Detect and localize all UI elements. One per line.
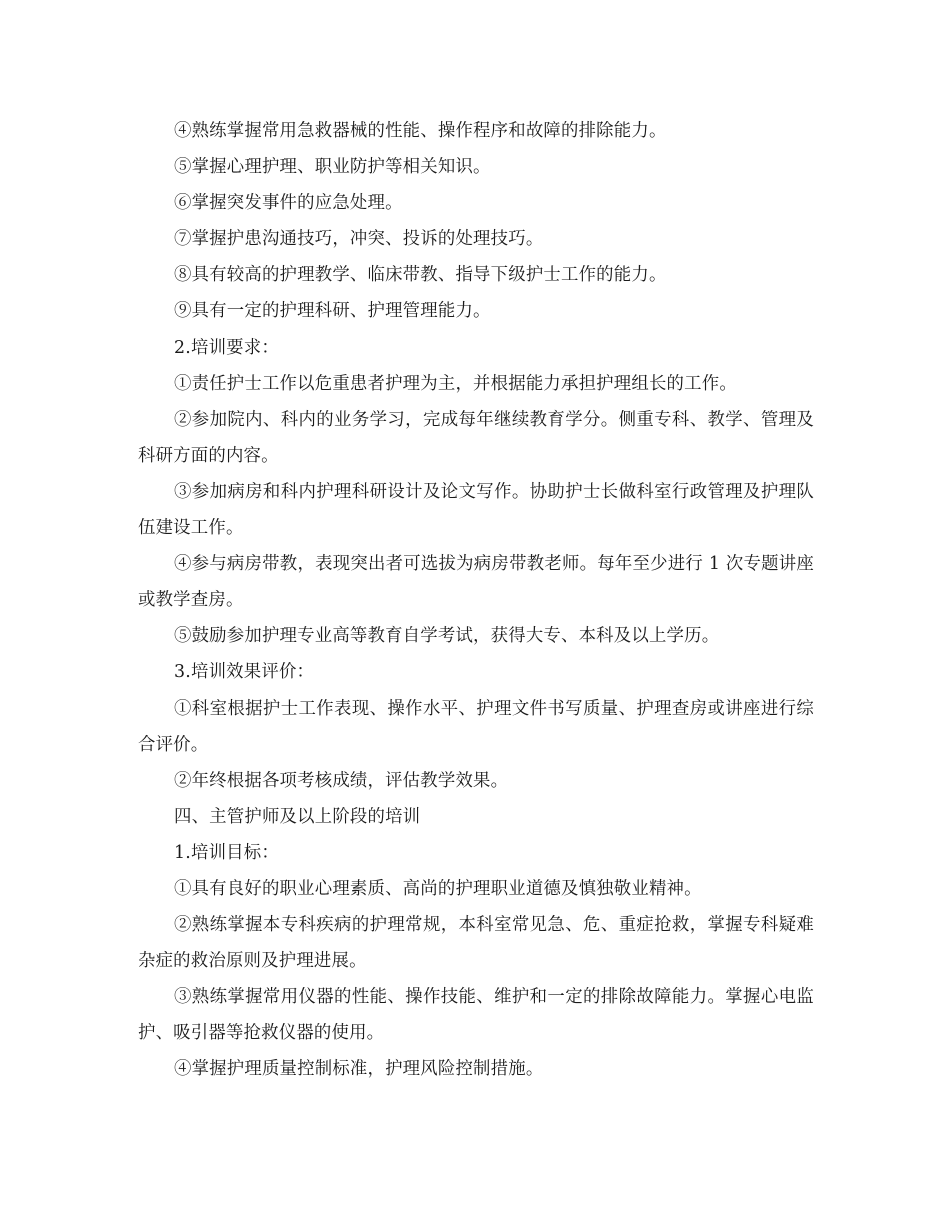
section-heading-training-requirements: 2.培训要求：	[174, 337, 279, 358]
paragraph-goal-4: ④掌握护理质量控制标准，护理风险控制措施。	[174, 1059, 544, 1080]
paragraph-requirement-4: ④参与病房带教，表现突出者可选拔为病房带教老师。每年至少进行 1 次专题讲座或教学查房。	[138, 554, 814, 611]
paragraph-requirement-5: ⑤鼓励参加护理专业高等教育自学考试，获得大专、本科及以上学历。	[174, 626, 720, 647]
document-body	[138, 113, 814, 1088]
paragraph-item-5-skill: ⑤掌握心理护理、职业防护等相关知识。	[174, 157, 491, 178]
paragraph-item-4-skill: ④熟练掌握常用急救器械的性能、操作程序和故障的排除能力。	[174, 121, 667, 141]
paragraph-evaluation-2: ②年终根据各项考核成绩，评估教学效果。	[174, 770, 509, 791]
paragraph-goal-3: ③熟练掌握常用仪器的性能、操作技能、维护和一定的排除故障能力。掌握心电监护、吸引器等抢救仪器的使用。	[138, 987, 814, 1044]
paragraph-item-7-skill: ⑦掌握护患沟通技巧，冲突、投诉的处理技巧。	[174, 229, 544, 250]
paragraph-item-6-skill: ⑥掌握突发事件的应急处理。	[174, 193, 403, 214]
section-heading-evaluation: 3.培训效果评价：	[174, 662, 315, 683]
paragraph-goal-2: ②熟练掌握本专科疾病的护理常规，本科室常见急、危、重症抢救，掌握专科疑难杂症的救治原则及护理进展。	[138, 915, 814, 972]
paragraph-requirement-3: ③参加病房和科内护理科研设计及论文写作。协助护士长做科室行政管理及护理队伍建设工作。	[138, 481, 814, 539]
section-heading-training-goals: 1.培训目标：	[174, 842, 279, 863]
paragraph-evaluation-1: ①科室根据护士工作表现、操作水平、护理文件书写质量、护理查房或讲座进行综合评价。	[138, 698, 814, 755]
paragraph-item-9-skill: ⑨具有一定的护理科研、护理管理能力。	[174, 301, 491, 322]
paragraph-goal-1: ①具有良好的职业心理素质、高尚的护理职业道德及慎独敬业精神。	[174, 878, 702, 899]
paragraph-requirement-1: ①责任护士工作以危重患者护理为主，并根据能力承担护理组长的工作。	[174, 373, 737, 394]
section-heading-supervisor-nurse-training: 四、主管护师及以上阶段的培训	[174, 806, 421, 827]
paragraph-item-8-skill: ⑧具有较高的护理教学、临床带教、指导下级护士工作的能力。	[174, 265, 667, 286]
paragraph-requirement-2: ②参加院内、科内的业务学习，完成每年继续教育学分。侧重专科、教学、管理及科研方面的内容。	[138, 409, 814, 466]
